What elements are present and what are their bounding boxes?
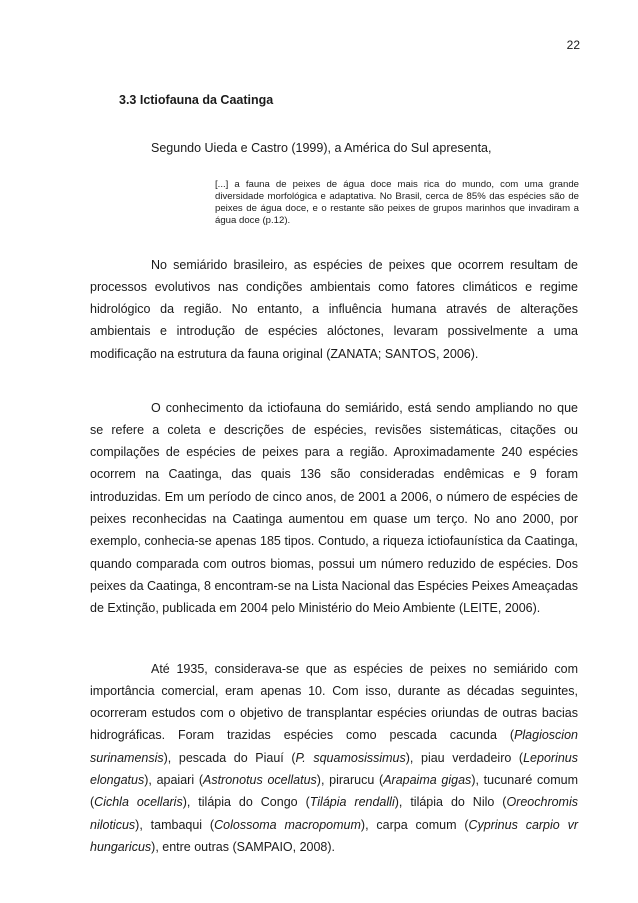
species-name: Leporinus elongatus <box>90 750 578 787</box>
species-name: P. squamosissimus <box>295 750 406 765</box>
text-run: ), carpa comum ( <box>360 817 469 832</box>
species-name: Cichla ocellaris <box>94 795 183 810</box>
text-run: ), tilápia do Congo ( <box>182 795 310 810</box>
text-run: ), tilápia do Nilo ( <box>394 795 507 810</box>
species-name: Oreochromis niloticus <box>90 795 578 832</box>
paragraph-semiarido: No semiárido brasileiro, as espécies de peixes que ocorrem resultam de processos evolutivos nas condições ambientais como fatores climáticos e regime hidrológico da região. No entanto, a influência humana através de alterações ambientais e introdução de espécies alóctones, levaram possivelmente a uma modificação na estrutura da fauna original (ZANATA; SANTOS, 2006). <box>90 257 578 361</box>
paragraph-conhecimento: O conhecimento da ictiofauna do semiárido, está sendo ampliando no que se refere a coleta e descrições de espécies, revisões sistemáticas, citações ou compilações de espécies de peixes para a região. Aproximadamente 240 espécies ocorrem na Caatinga, das quais 136 são consideradas endêmicas e 9 foram introduzidas. Em um período de cinco anos, de 2001 a 2006, o número de espécies de peixes reconhecidas na Caatinga aumentou em quase um terço. No ano 2000, por exemplo, conhecia-se apenas 185 tipos. Contudo, a riqueza ictiofaunística da Caatinga, quando comparada com outros biomas, possui um número reduzido de espécies. Dos peixes da Caatinga, 8 encontram-se na Lista Nacional das Espécies Peixes Ameaçadas de Extinção, publicada em 2004 pelo Ministério do Meio Ambiente (LEITE, 2006). <box>90 400 578 616</box>
species-name: Arapaima gigas <box>383 772 472 787</box>
block-quote: [...] a fauna de peixes de água doce mais rica do mundo, com uma grande diversidade morfológica e adaptativa. No Brasil, cerca de 85% das espécies são de peixes de água doce, e o restante são peixes de grupos marinhos que invadiram a água doce (p.12). <box>215 179 579 226</box>
text-run: ), tambaqui ( <box>135 817 215 832</box>
text-run: Até 1935, considerava-se que as espécies de peixes no semiárido com importância comercial, eram apenas 10. Com isso, durante as décadas seguintes, ocorreram estudos com o objetivo de transplantar espécies oriundas de outras bacias hidrográficas. Foram trazidas espécies como pescada cacunda ( <box>90 661 578 743</box>
intro-sentence: Segundo Uieda e Castro (1999), a América do Sul apresenta, <box>151 141 492 155</box>
species-name: Tilápia rendalli <box>309 795 395 810</box>
species-name: Cyprinus carpio vr hungaricus <box>90 817 578 854</box>
page-number: 22 <box>566 38 580 52</box>
text-run: ), pirarucu ( <box>316 772 384 787</box>
text-run: ), apaiari ( <box>144 772 203 787</box>
species-name: Plagioscion surinamensis <box>90 728 578 765</box>
paragraph-especies-introduzidas <box>90 658 578 859</box>
species-name: Colossoma macropomum <box>214 817 361 832</box>
species-name: Astronotus ocellatus <box>202 772 317 787</box>
text-run: ), pescada do Piauí ( <box>163 750 296 765</box>
text-run: ), entre outras (SAMPAIO, 2008). <box>151 839 336 854</box>
text-run: ), tucunaré comum ( <box>90 772 579 810</box>
text-run: ), piau verdadeiro ( <box>405 750 524 765</box>
section-heading: 3.3 Ictiofauna da Caatinga <box>119 93 274 107</box>
